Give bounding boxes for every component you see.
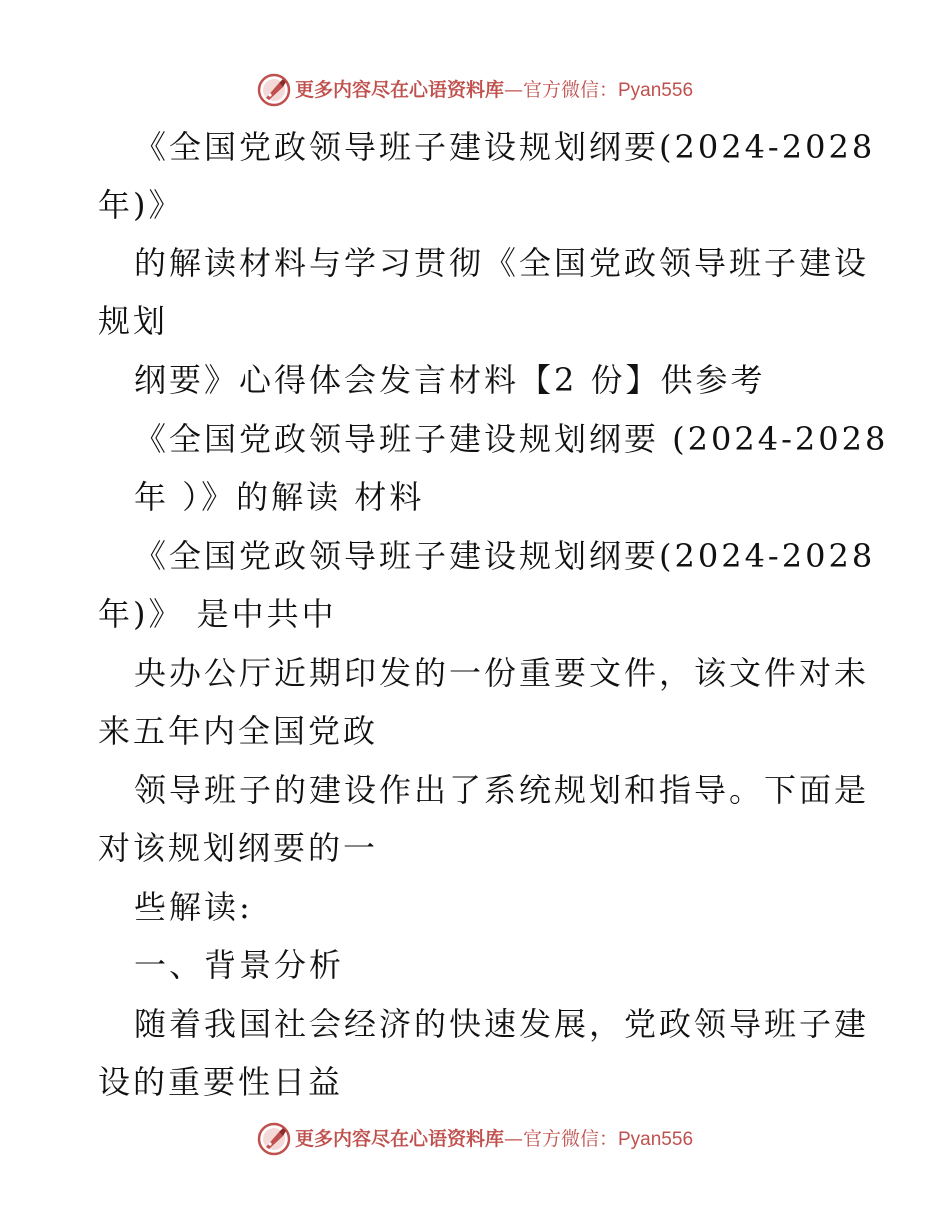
watermark-banner-top <box>0 70 950 110</box>
doc-line: 规划 <box>98 302 169 340</box>
watermark-separator: — <box>503 1127 523 1150</box>
watermark-wechat-id: Pyan556 <box>618 79 694 101</box>
doc-line: 领导班子的建设作出了系统规划和指导。下面是 <box>134 771 870 809</box>
watermark-banner-bottom <box>0 1119 950 1159</box>
doc-line: 年 ）》的解读 材料 <box>134 478 425 516</box>
pen-nib-logo-icon <box>257 1122 291 1156</box>
doc-line: 的解读材料与学习贯彻《全国党政领导班子建设 <box>134 244 870 282</box>
watermark-brand: 更多内容尽在心语资料库 <box>294 78 504 101</box>
doc-line: 对该规划纲要的一 <box>98 829 379 867</box>
doc-line: 年)》 <box>98 186 184 224</box>
doc-line: 年)》 是中共中 <box>98 595 337 633</box>
doc-line: 《全国党政领导班子建设规划纲要(2024-2028 <box>134 128 876 166</box>
doc-line: 纲要》心得体会发言材料【2 份】供参考 <box>134 361 766 399</box>
doc-line: 央办公厅近期印发的一份重要文件，该文件对未 <box>134 654 870 692</box>
watermark-wechat-label: 官方微信： <box>522 1127 618 1150</box>
doc-line: 来五年内全国党政 <box>98 712 379 750</box>
watermark-separator: — <box>503 78 523 101</box>
watermark-brand: 更多内容尽在心语资料库 <box>294 1127 504 1150</box>
watermark-wechat-id: Pyan556 <box>618 1128 694 1150</box>
watermark-wechat-label: 官方微信： <box>522 78 618 101</box>
doc-line: 随着我国社会经济的快速发展，党政领导班子建 <box>134 1005 870 1043</box>
section-heading: 一、背景分析 <box>134 946 345 984</box>
doc-line: 设的重要性日益 <box>98 1063 344 1101</box>
watermark-text <box>295 70 693 111</box>
doc-line: 《全国党政领导班子建设规划纲要 (2024-2028 <box>134 420 889 458</box>
doc-line: 些解读: <box>134 888 253 926</box>
pen-nib-logo-icon <box>257 73 291 107</box>
doc-line: 《全国党政领导班子建设规划纲要(2024-2028 <box>134 537 876 575</box>
watermark-text <box>295 1119 693 1160</box>
